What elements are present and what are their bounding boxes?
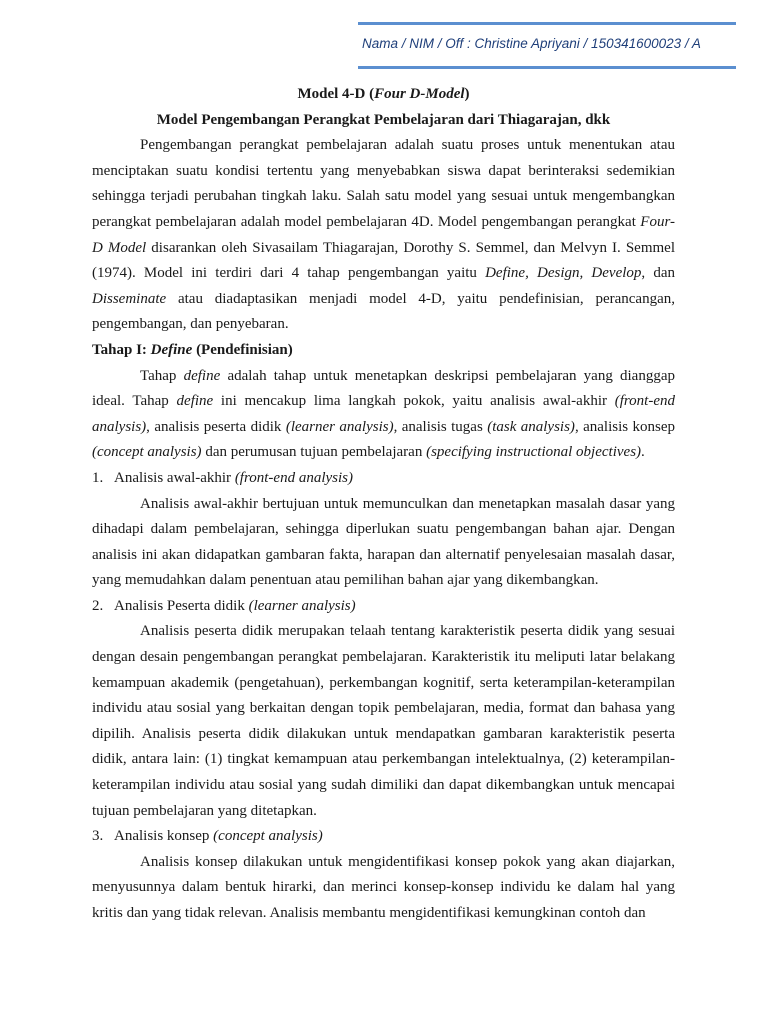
list-item-paragraph: Analisis peserta didik merupakan telaah tentang karakteristik peserta didik yang sesuai dengan desain pengembangan perangkat pembelajaran. Karakteristik itu meliputi latar belakang kemampuan akademik (pengetahuan), perkembangan kognitif, serta keterampilan-keterampilan individu atau sosial yang berkaitan dengan topik pembelajaran, media, format dan bahasa yang dipilih. Analisis peserta didik dilakukan untuk mendapatkan gambaran karakteristik peserta didik, antara lain: (1) tingkat kemampuan atau perkembangan intelektualnya, (2) keterampilan-keterampilan individu atau sosial yang sudah dimiliki dan dapat dikembangkan untuk mencapai tujuan pembelajaran yang ditetapkan. [92, 623, 675, 819]
stage-1-paragraph: Tahap define adalah tahap untuk menetapkan deskripsi pembelajaran yang dianggap ideal. Tahap define ini mencakup lima langkah pokok, yaitu analisis awal-akhir (front-end analysis), analisis peserta didik (learner analysis), analisis tugas (task analysis), analisis konsep (concept analysis) dan perumusan tujuan pembelajaran (specifying instructional objectives). [92, 367, 675, 461]
list-item-heading: 3. Analisis konsep (concept analysis) [92, 828, 323, 845]
list-item-paragraph: Analisis konsep dilakukan untuk mengidentifikasi konsep pokok yang akan diajarkan, menyusunnya dalam bentuk hirarki, dan merinci konsep-konsep individu ke dalam hal yang kritis dan yang tidak relevan. Analisis membantu mengidentifikasi kemungkinan contoh dan [92, 853, 675, 921]
header-top-rule [358, 22, 736, 25]
document-title: Model 4-D (Four D-Model) [297, 86, 470, 102]
intro-paragraph: Pengembangan perangkat pembelajaran adalah suatu proses untuk menentukan atau menciptakan suatu kondisi tertentu yang menyebabkan siswa dapat berinteraksi sedemikian sehingga terjadi perubahan tingkah laku. Salah satu model yang sesuai untuk mengembangkan perangkat pembelajaran adalah model pembelajaran 4D. Model pengembangan perangkat Four-D Model disarankan oleh Sivasailam Thiagarajan, Dorothy S. Semmel, dan Melvyn I. Semmel (1974). Model ini terdiri dari 4 tahap pengembangan yaitu Define, Design, Develop, dan Disseminate atau diadaptasikan menjadi model 4-D, yaitu pendefinisian, perancangan, pengembangan, dan penyebaran. [92, 137, 675, 333]
list-item-paragraph: Analisis awal-akhir bertujuan untuk memunculkan dan menetapkan masalah dasar yang dihadapi dalam pembelajaran, sehingga diperlukan suatu pengembangan bahan ajar. Dengan analisis ini akan didapatkan gambaran fakta, harapan dan alternatif penyelesaian masalah dasar, yang memudahkan dalam penentuan atau pemilihan bahan ajar yang dikembangkan. [92, 495, 675, 589]
document-body [92, 82, 675, 927]
document-subtitle: Model Pengembangan Perangkat Pembelajaran dari Thiagarajan, dkk [156, 111, 611, 128]
list-item-heading: 2. Analisis Peserta didik (learner analysis) [92, 597, 356, 614]
header-bottom-rule [358, 66, 736, 69]
header-identity: Nama / NIM / Off : Christine Apriyani / 150341600023 / A [362, 36, 701, 51]
stage-1-heading: Tahap I: Define (Pendefinisian) [92, 341, 293, 358]
list-item-heading: 1. Analisis awal-akhir (front-end analysis) [92, 469, 353, 486]
